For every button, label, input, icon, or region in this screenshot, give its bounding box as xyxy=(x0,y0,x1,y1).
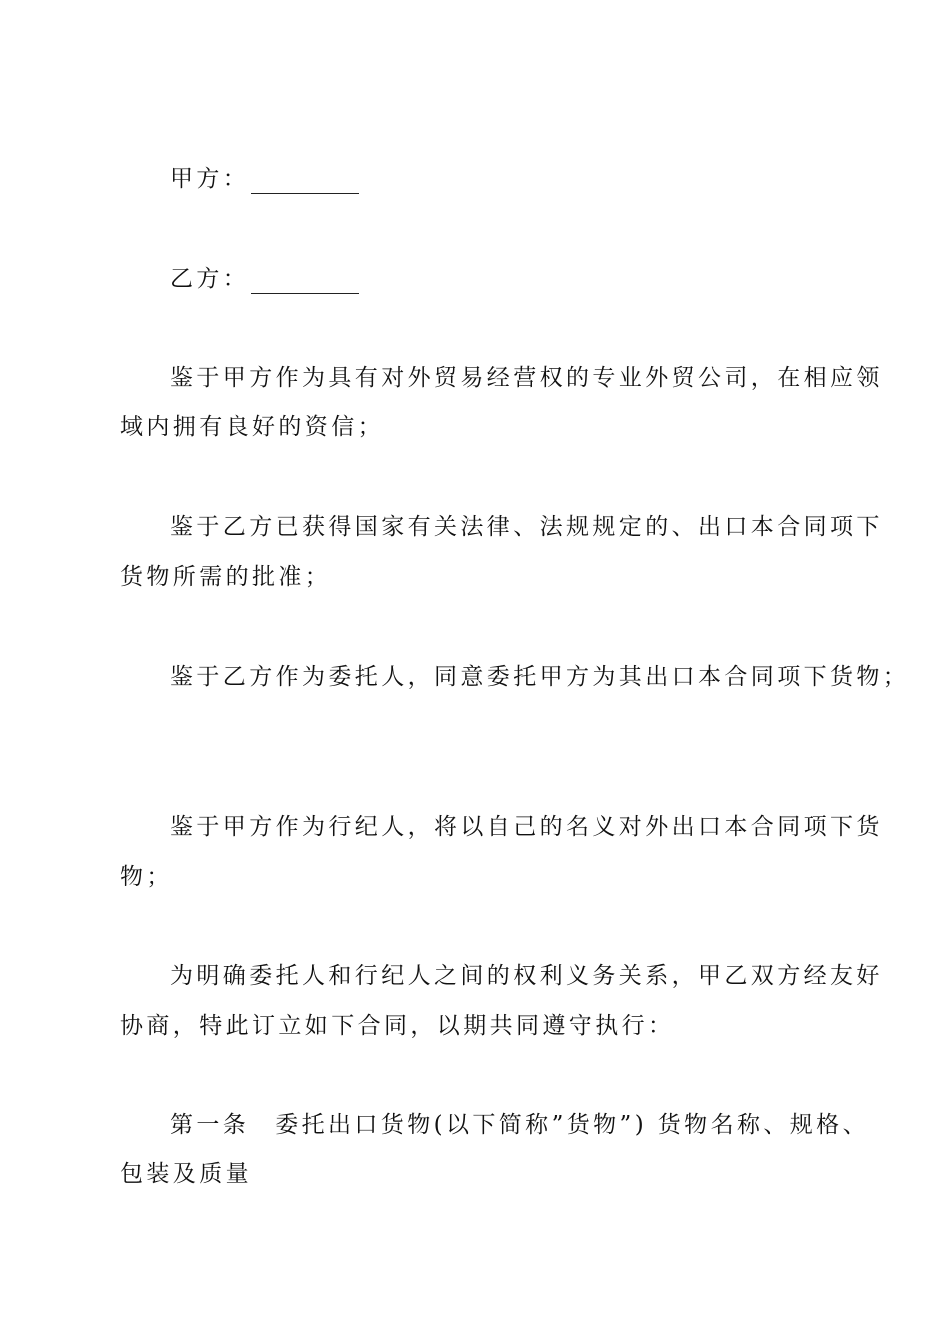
article-1-line-1 xyxy=(170,1110,869,1140)
paragraph-5-line-1: 为明确委托人和行纪人之间的权利义务关系，甲乙双方经友好 xyxy=(170,963,883,989)
paragraph-1-line-1: 鉴于甲方作为具有对外贸易经营权的专业外贸公司，在相应领 xyxy=(170,365,883,391)
paragraph-2-line-2: 货物所需的批准； xyxy=(120,564,332,590)
paragraph-5-line-2: 协商，特此订立如下合同，以期共同遵守执行： xyxy=(120,1013,675,1039)
party-b-blank xyxy=(251,271,359,294)
paragraph-4-line-1: 鉴于甲方作为行纪人，将以自己的名义对外出口本合同项下货 xyxy=(170,814,883,840)
paragraph-4-line-2: 物； xyxy=(120,864,173,890)
party-a-line xyxy=(170,164,359,194)
paragraph-3-line-1: 鉴于乙方作为委托人，同意委托甲方为其出口本合同项下货物； xyxy=(170,664,910,690)
paragraph-1-line-2: 域内拥有良好的资信； xyxy=(120,414,384,440)
party-a-blank xyxy=(251,171,359,194)
paragraph-2-line-1: 鉴于乙方已获得国家有关法律、法规规定的、出口本合同项下 xyxy=(170,514,883,540)
article-1-number: 第一条 xyxy=(170,1112,250,1138)
party-a-label: 甲方： xyxy=(170,166,250,192)
article-1-line-2: 包装及质量 xyxy=(120,1161,252,1187)
article-1-title: 委托出口货物(以下简称”货物”) 货物名称、规格、 xyxy=(275,1112,869,1138)
party-b-line xyxy=(170,264,359,294)
party-b-label: 乙方： xyxy=(170,266,250,292)
